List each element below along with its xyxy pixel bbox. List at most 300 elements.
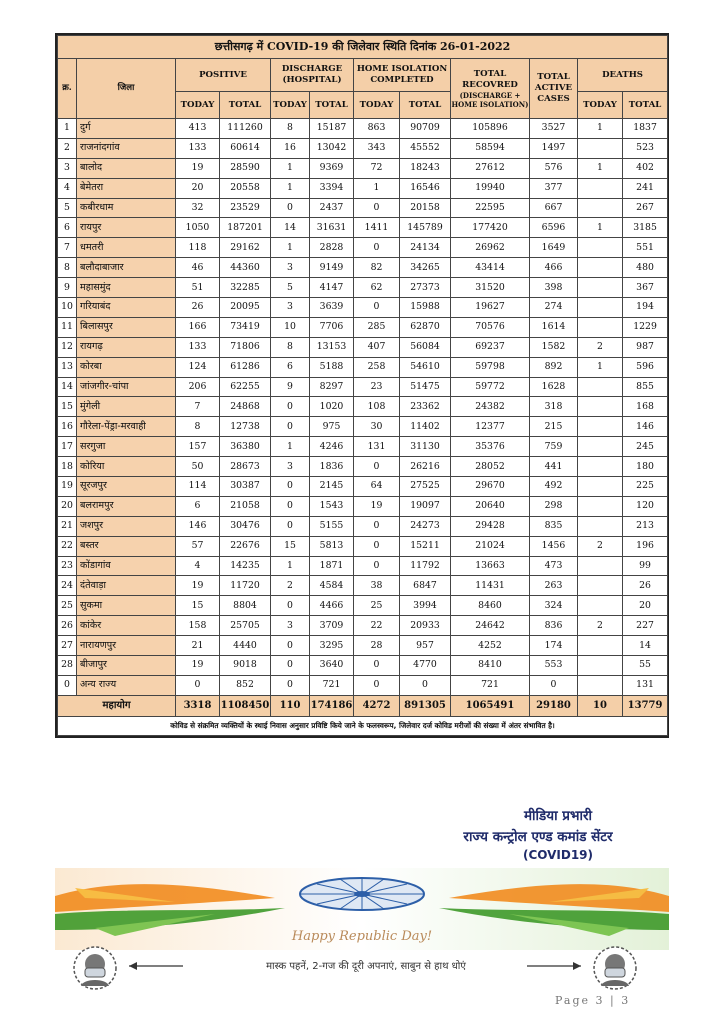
cell-death-total: 26 [623,576,668,596]
subheader-hi-today: TODAY [354,92,400,119]
cell-dis-today: 3 [271,258,310,278]
row-sno: 2 [58,138,77,158]
row-district: महासमुंद [77,278,176,298]
cell-pos-total: 111260 [220,119,271,139]
cell-death-total: 196 [623,536,668,556]
cell-hi-today: 0 [354,536,400,556]
cell-dis-today: 10 [271,317,310,337]
table-row [58,377,668,397]
cell-death-today [578,596,623,616]
row-district: बेमेतरा [77,178,176,198]
table-row [58,397,668,417]
cell-death-total: 245 [623,437,668,457]
row-district: बलौदाबाजार [77,258,176,278]
cell-death-total: 402 [623,158,668,178]
row-district: बीजापुर [77,656,176,676]
cell-hi-today: 64 [354,477,400,497]
row-district: बिलासपुर [77,317,176,337]
cell-death-total: 987 [623,337,668,357]
row-sno: 11 [58,317,77,337]
cell-death-total: 855 [623,377,668,397]
subheader-hi-total: TOTAL [400,92,451,119]
cell-hi-total: 15988 [400,298,451,318]
table-row [58,516,668,536]
cell-dis-today: 0 [271,417,310,437]
cell-recovered: 58594 [451,138,530,158]
cell-active: 298 [530,496,578,516]
footnote: कोविड से संक्रमित व्यक्तियों के स्थाई निवास अनुसार प्रविष्टि किये जाने के फलस्वरूप, जिलेवार दर्ज कोविड मरीजों की संख्या में अंतर संभावित है। [58,716,668,735]
cell-death-today: 2 [578,337,623,357]
cell-pos-total: 8804 [220,596,271,616]
row-sno: 17 [58,437,77,457]
cell-death-total: 480 [623,258,668,278]
cell-pos-today: 157 [176,437,220,457]
cell-hi-today: 0 [354,198,400,218]
row-sno: 22 [58,536,77,556]
cell-dis-total: 9149 [310,258,354,278]
cell-hi-total: 0 [400,675,451,695]
cell-hi-today: 131 [354,437,400,457]
row-sno: 19 [58,477,77,497]
cell-dis-total: 3640 [310,656,354,676]
cell-hi-total: 54610 [400,357,451,377]
cell-active: 1649 [530,238,578,258]
cell-hi-today: 258 [354,357,400,377]
cell-pos-today: 0 [176,675,220,695]
cell-hi-total: 31130 [400,437,451,457]
cell-hi-today: 25 [354,596,400,616]
table-row [58,357,668,377]
cell-pos-total: 20558 [220,178,271,198]
cell-death-today [578,138,623,158]
total-recovered: 1065491 [451,695,530,716]
cell-pos-total: 73419 [220,317,271,337]
cell-death-total: 14 [623,636,668,656]
cell-hi-total: 3994 [400,596,451,616]
cell-hi-total: 23362 [400,397,451,417]
cell-dis-today: 5 [271,278,310,298]
table-row [58,675,668,695]
cell-pos-total: 24868 [220,397,271,417]
row-district: नारायणपुर [77,636,176,656]
total-pos-total: 1108450 [220,695,271,716]
cell-pos-today: 21 [176,636,220,656]
subheader-death-total: TOTAL [623,92,668,119]
cell-pos-today: 1050 [176,218,220,238]
masked-face-icon [594,947,636,989]
cell-active: 553 [530,656,578,676]
cell-dis-today: 0 [271,397,310,417]
table-row [58,656,668,676]
cell-recovered: 8410 [451,656,530,676]
cell-dis-total: 1020 [310,397,354,417]
table-row [58,198,668,218]
cell-death-today [578,317,623,337]
cell-death-today [578,238,623,258]
header-sno: क्र. [58,59,77,119]
cell-active: 1456 [530,536,578,556]
cell-dis-total: 13042 [310,138,354,158]
cell-recovered: 8460 [451,596,530,616]
left-arrow-icon [129,962,183,970]
cell-active: 492 [530,477,578,497]
cell-dis-total: 3394 [310,178,354,198]
row-sno: 14 [58,377,77,397]
cell-dis-today: 0 [271,656,310,676]
cell-hi-today: 0 [354,675,400,695]
cell-hi-total: 145789 [400,218,451,238]
cell-dis-total: 15187 [310,119,354,139]
cell-recovered: 28052 [451,457,530,477]
row-sno: 0 [58,675,77,695]
cell-hi-today: 0 [354,656,400,676]
table-row [58,298,668,318]
report-title: छत्तीसगढ़ में COVID-19 की जिलेवार स्थिति दिनांक 26-01-2022 [58,36,668,59]
cell-pos-total: 23529 [220,198,271,218]
row-sno: 20 [58,496,77,516]
cell-hi-total: 62870 [400,317,451,337]
signature-designation: मीडिया प्रभारी [523,808,592,824]
cell-recovered: 70576 [451,317,530,337]
cell-pos-total: 28673 [220,457,271,477]
cell-dis-total: 721 [310,675,354,695]
cell-hi-total: 18243 [400,158,451,178]
cell-death-today [578,457,623,477]
cell-death-today: 1 [578,158,623,178]
total-active: 29180 [530,695,578,716]
row-district: सूरजपुर [77,477,176,497]
page-number: Page 3 | 3 [555,994,631,1007]
table-row [58,477,668,497]
cell-pos-today: 57 [176,536,220,556]
row-district: गरियाबंद [77,298,176,318]
table-row [58,556,668,576]
cell-death-total: 523 [623,138,668,158]
cell-active: 3527 [530,119,578,139]
covid-report-sheet [55,33,669,738]
cell-recovered: 20640 [451,496,530,516]
cell-dis-total: 4584 [310,576,354,596]
cell-dis-today: 0 [271,636,310,656]
row-sno: 15 [58,397,77,417]
total-death-total: 13779 [623,695,668,716]
cell-hi-today: 82 [354,258,400,278]
subheader-pos-total: TOTAL [220,92,271,119]
right-arrow-icon [527,962,581,970]
row-district: जांजगीर-चांपा [77,377,176,397]
cell-pos-total: 29162 [220,238,271,258]
cell-death-today [578,298,623,318]
cell-pos-total: 60614 [220,138,271,158]
cell-pos-today: 6 [176,496,220,516]
row-sno: 8 [58,258,77,278]
cell-pos-today: 158 [176,616,220,636]
cell-active: 441 [530,457,578,477]
cell-recovered: 11431 [451,576,530,596]
cell-death-today [578,377,623,397]
cell-dis-total: 3639 [310,298,354,318]
cell-pos-today: 19 [176,576,220,596]
cell-recovered: 59798 [451,357,530,377]
cell-recovered: 721 [451,675,530,695]
cell-death-total: 227 [623,616,668,636]
row-sno: 6 [58,218,77,238]
safety-message: मास्क पहनें, 2-गज की दूरी अपनाएं, साबुन से हाथ धोएं [266,961,466,972]
cell-dis-total: 1543 [310,496,354,516]
totals-row [58,695,668,716]
cell-hi-total: 56084 [400,337,451,357]
cell-dis-today: 14 [271,218,310,238]
row-sno: 5 [58,198,77,218]
cell-active: 6596 [530,218,578,238]
cell-pos-total: 30476 [220,516,271,536]
cell-dis-total: 4147 [310,278,354,298]
cell-recovered: 31520 [451,278,530,298]
cell-death-total: 241 [623,178,668,198]
table-row [58,576,668,596]
cell-dis-total: 3295 [310,636,354,656]
table-row [58,496,668,516]
district-table [57,35,668,736]
cell-death-today: 1 [578,119,623,139]
cell-pos-total: 4440 [220,636,271,656]
cell-pos-total: 28590 [220,158,271,178]
cell-active: 1582 [530,337,578,357]
cell-active: 892 [530,357,578,377]
ashoka-chakra-icon [300,878,424,910]
cell-dis-total: 31631 [310,218,354,238]
cell-pos-total: 21058 [220,496,271,516]
cell-death-total: 225 [623,477,668,497]
row-sno: 23 [58,556,77,576]
cell-pos-total: 11720 [220,576,271,596]
cell-pos-today: 146 [176,516,220,536]
cell-death-total: 146 [623,417,668,437]
cell-death-total: 3185 [623,218,668,238]
cell-dis-today: 1 [271,556,310,576]
row-sno: 4 [58,178,77,198]
cell-death-total: 213 [623,516,668,536]
cell-pos-today: 19 [176,158,220,178]
cell-dis-today: 16 [271,138,310,158]
cell-recovered: 43414 [451,258,530,278]
footer-strip [55,944,669,992]
cell-active: 377 [530,178,578,198]
cell-pos-today: 20 [176,178,220,198]
total-pos-today: 3318 [176,695,220,716]
cell-death-total: 551 [623,238,668,258]
cell-death-today [578,516,623,536]
row-sno: 24 [58,576,77,596]
table-row [58,138,668,158]
cell-active: 398 [530,278,578,298]
cell-pos-today: 8 [176,417,220,437]
row-district: कबीरधाम [77,198,176,218]
row-district: कोरबा [77,357,176,377]
cell-dis-today: 0 [271,596,310,616]
cell-hi-today: 108 [354,397,400,417]
subheader-death-today: TODAY [578,92,623,119]
cell-death-today: 2 [578,536,623,556]
cell-pos-today: 166 [176,317,220,337]
row-sno: 26 [58,616,77,636]
cell-hi-today: 407 [354,337,400,357]
table-row [58,616,668,636]
cell-recovered: 177420 [451,218,530,238]
table-row [58,178,668,198]
cell-pos-today: 133 [176,337,220,357]
cell-recovered: 35376 [451,437,530,457]
subheader-dis-total: TOTAL [310,92,354,119]
cell-death-today [578,496,623,516]
cell-active: 473 [530,556,578,576]
cell-active: 215 [530,417,578,437]
cell-dis-total: 13153 [310,337,354,357]
cell-dis-today: 0 [271,496,310,516]
cell-death-today [578,278,623,298]
cell-hi-today: 863 [354,119,400,139]
cell-recovered: 29670 [451,477,530,497]
header-total-active: TOTAL ACTIVE CASES [530,59,578,119]
table-row [58,238,668,258]
table-row [58,218,668,238]
cell-pos-today: 118 [176,238,220,258]
cell-dis-total: 5813 [310,536,354,556]
cell-dis-total: 2145 [310,477,354,497]
row-district: अन्य राज्य [77,675,176,695]
totals-label: महायोग [58,695,176,716]
cell-dis-today: 6 [271,357,310,377]
row-sno: 3 [58,158,77,178]
total-death-today: 10 [578,695,623,716]
header-total-recovered-label: TOTAL RECOVRED [462,68,518,90]
cell-active: 835 [530,516,578,536]
cell-hi-total: 51475 [400,377,451,397]
cell-dis-today: 8 [271,119,310,139]
cell-hi-total: 11402 [400,417,451,437]
cell-dis-total: 1871 [310,556,354,576]
header-total-recovered [451,59,530,119]
table-row [58,536,668,556]
cell-death-today [578,477,623,497]
cell-hi-today: 0 [354,556,400,576]
cell-dis-today: 15 [271,536,310,556]
cell-active: 1628 [530,377,578,397]
cell-dis-today: 9 [271,377,310,397]
cell-dis-total: 7706 [310,317,354,337]
cell-dis-total: 5188 [310,357,354,377]
cell-pos-today: 26 [176,298,220,318]
cell-hi-today: 30 [354,417,400,437]
cell-hi-total: 26216 [400,457,451,477]
row-district: मुंगेली [77,397,176,417]
cell-hi-today: 62 [354,278,400,298]
cell-hi-today: 1411 [354,218,400,238]
cell-hi-today: 0 [354,457,400,477]
cell-hi-total: 6847 [400,576,451,596]
total-dis-today: 110 [271,695,310,716]
cell-pos-today: 51 [176,278,220,298]
row-district: बस्तर [77,536,176,556]
row-district: बालोद [77,158,176,178]
row-district: कांकेर [77,616,176,636]
subheader-dis-today: TODAY [271,92,310,119]
table-row [58,317,668,337]
cell-dis-total: 1836 [310,457,354,477]
cell-death-total: 131 [623,675,668,695]
table-row [58,278,668,298]
cell-pos-total: 187201 [220,218,271,238]
cell-hi-today: 285 [354,317,400,337]
row-district: कोंडागांव [77,556,176,576]
cell-death-today: 1 [578,357,623,377]
cell-hi-total: 4770 [400,656,451,676]
cell-dis-total: 2828 [310,238,354,258]
cell-dis-today: 0 [271,516,310,536]
cell-recovered: 27612 [451,158,530,178]
cell-active: 1497 [530,138,578,158]
row-sno: 1 [58,119,77,139]
cell-recovered: 69237 [451,337,530,357]
cell-dis-total: 975 [310,417,354,437]
row-district: सुकमा [77,596,176,616]
cell-recovered: 12377 [451,417,530,437]
header-discharge: DISCHARGE (HOSPITAL) [271,59,354,92]
cell-dis-total: 2437 [310,198,354,218]
cell-pos-total: 25705 [220,616,271,636]
cell-recovered: 4252 [451,636,530,656]
cell-pos-total: 44360 [220,258,271,278]
cell-hi-today: 0 [354,298,400,318]
cell-pos-total: 14235 [220,556,271,576]
cell-death-total: 194 [623,298,668,318]
banner-art [55,868,669,950]
signature-unit: (COVID19) [522,848,594,862]
table-row [58,119,668,139]
header-total-recovered-sub: (DISCHARGE + HOME ISOLATION) [451,90,529,109]
cell-active: 667 [530,198,578,218]
cell-death-total: 1229 [623,317,668,337]
cell-dis-total: 3709 [310,616,354,636]
row-district: राजनांदगांव [77,138,176,158]
cell-recovered: 24382 [451,397,530,417]
signature-office: राज्य कन्ट्रोल एण्ड कमांड सेंटर [463,829,613,845]
cell-pos-total: 71806 [220,337,271,357]
cell-dis-today: 0 [271,675,310,695]
cell-hi-total: 19097 [400,496,451,516]
total-dis-total: 174186 [310,695,354,716]
table-row [58,636,668,656]
cell-death-today [578,417,623,437]
cell-dis-today: 3 [271,298,310,318]
cell-pos-today: 7 [176,397,220,417]
cell-pos-total: 20095 [220,298,271,318]
cell-hi-total: 16546 [400,178,451,198]
cell-hi-today: 72 [354,158,400,178]
cell-pos-today: 206 [176,377,220,397]
republic-day-banner [55,868,669,950]
row-district: रायपुर [77,218,176,238]
row-district: दुर्ग [77,119,176,139]
cell-pos-today: 413 [176,119,220,139]
cell-dis-today: 1 [271,158,310,178]
cell-dis-today: 2 [271,576,310,596]
cell-hi-total: 24273 [400,516,451,536]
cell-death-total: 120 [623,496,668,516]
cell-pos-today: 114 [176,477,220,497]
cell-hi-today: 0 [354,516,400,536]
cell-death-today [578,576,623,596]
